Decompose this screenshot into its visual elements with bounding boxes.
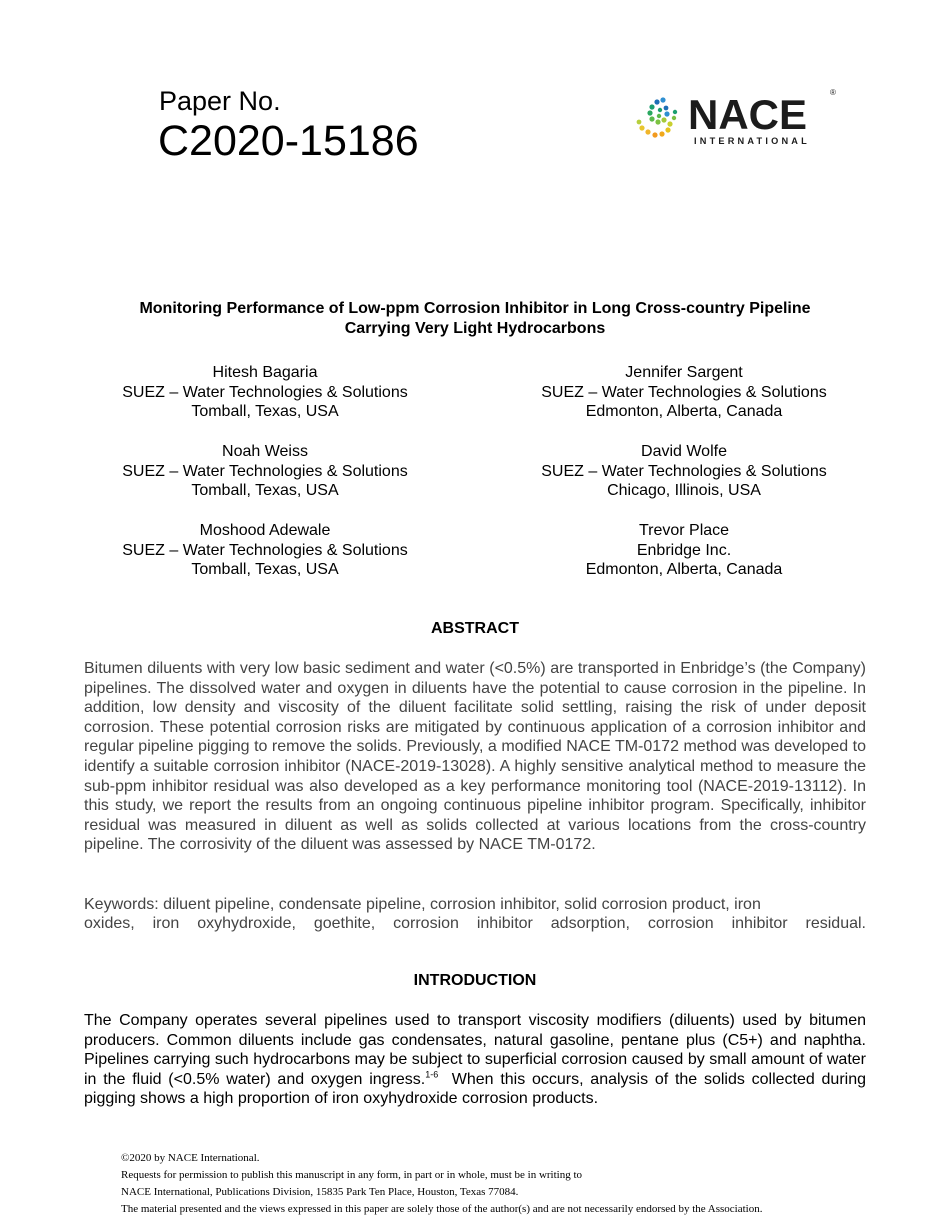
registered-mark: ® — [830, 88, 836, 97]
keyword-word: corrosion — [647, 915, 714, 932]
author-name: Noah Weiss — [222, 443, 308, 460]
author-name: Moshood Adewale — [199, 522, 331, 539]
author-name: David Wolfe — [641, 443, 727, 460]
footer-copyright: ©2020 by NACE International. — [121, 1152, 260, 1164]
abstract-text: Bitumen diluents with very low basic sediment and water (<0.5%) are transported in Enbridge’s (the Company) pipelines. The dissolved water and oxygen in diluents have the potential to cause corrosion in the pipeline. In addition, low density and viscosity of the diluent facilitate solid settling, raising the risk of under deposit corrosion. These potential corrosion risks are mitigated by continuous application of a corrosion inhibitor and regular pipeline pigging to remove the solids. Previously, a modified NACE TM-0172 method was developed to identify a suitable corrosion inhibitor (NACE-2019-13028). A highly sensitive analytical method to measure the sub-ppm inhibitor residual was also developed as a key performance monitoring tool (NACE-2019-13112). In this study, we report the results from an ongoing continuous pipeline inhibitor program. Specifically, inhibitor residual was measured in diluent as well as solids collected at various locations from the cross-country pipeline. The corrosivity of the diluent was assessed by NACE TM-0172. — [84, 660, 866, 854]
nace-logo-subtext: INTERNATIONAL — [694, 136, 810, 146]
introduction-text-part2: When this occurs, analysis of the solids collected during pigging shows a high proportion of iron oxyhydroxide corrosion products. — [84, 1070, 871, 1108]
author-organization: SUEZ – Water Technologies & Solutions — [541, 383, 827, 401]
author-name: Hitesh Bagaria — [212, 364, 318, 381]
copyright-footer — [121, 1150, 762, 1218]
nace-logo — [632, 86, 842, 150]
author-name: Jennifer Sargent — [625, 364, 743, 381]
author-organization: SUEZ – Water Technologies & Solutions — [122, 383, 408, 401]
keywords-line1: Keywords: diluent pipeline, condensate pipeline, corrosion inhibitor, solid corrosion product, iron — [84, 896, 761, 913]
author-block — [100, 442, 430, 501]
footer-address: NACE International, Publications Division, 15835 Park Ten Place, Houston, Texas 77084. — [121, 1186, 519, 1198]
keyword-word: inhibitor — [731, 915, 788, 932]
keyword-word: oxides, — [84, 915, 135, 932]
footer-disclaimer: The material presented and the views expressed in this paper are solely those of the author(s) and are not necessarily endorsed by the Association. — [121, 1203, 763, 1215]
paper-id: C2020-15186 — [158, 117, 419, 165]
author-block — [519, 363, 849, 422]
author-location: Edmonton, Alberta, Canada — [585, 561, 783, 579]
keyword-word: iron — [152, 915, 180, 932]
keyword-word: corrosion — [393, 915, 459, 932]
keyword-word: goethite, — [313, 915, 376, 932]
paper-number-label: Paper No. — [159, 86, 281, 116]
author-organization: Enbridge Inc. — [636, 541, 732, 559]
author-location: Tomball, Texas, USA — [191, 403, 339, 421]
author-block — [100, 521, 430, 580]
author-organization: SUEZ – Water Technologies & Solutions — [122, 462, 408, 480]
footer-permission: Requests for permission to publish this manuscript in any form, in part or in whole, must be in writing to — [121, 1169, 583, 1181]
abstract-heading: ABSTRACT — [431, 620, 519, 637]
author-block — [519, 521, 849, 580]
keyword-word: residual. — [805, 915, 866, 932]
keyword-word: inhibitor — [476, 915, 533, 932]
author-location: Chicago, Illinois, USA — [607, 482, 761, 500]
paper-title-line1: Monitoring Performance of Low-ppm Corrosion Inhibitor in Long Cross-country Pipeline — [139, 300, 811, 317]
author-location: Tomball, Texas, USA — [191, 561, 339, 579]
nace-swirl-icon — [637, 97, 678, 137]
author-location: Tomball, Texas, USA — [191, 482, 339, 500]
reference-superscript: 1-6 — [425, 1069, 439, 1080]
introduction-heading: INTRODUCTION — [413, 972, 537, 989]
paper-title-line2: Carrying Very Light Hydrocarbons — [344, 320, 606, 337]
keywords-line2 — [84, 914, 866, 934]
author-block — [519, 442, 849, 501]
keyword-word: oxyhydroxide, — [197, 915, 296, 932]
keyword-word: adsorption, — [550, 915, 630, 932]
introduction-text-part1: The Company operates several pipelines used to transport viscosity modifiers (diluents) used by bitumen producers. Common diluents include gas condensates, natural gasoline, pentane plus (C5+) and naphtha. Pipelines carrying such hydrocarbons may be subject to superficial corrosion caused by small amount of water in the fluid (<0.5% water) and oxygen ingress. — [84, 1012, 866, 1088]
introduction-text — [84, 1011, 871, 1109]
nace-logo-text: NACE — [688, 91, 808, 138]
author-organization: SUEZ – Water Technologies & Solutions — [122, 541, 408, 559]
author-name: Trevor Place — [638, 522, 730, 539]
author-organization: SUEZ – Water Technologies & Solutions — [541, 462, 827, 480]
paper-title — [90, 299, 860, 339]
author-location: Edmonton, Alberta, Canada — [585, 403, 783, 421]
author-block — [100, 363, 430, 422]
nace-logo-graphic — [632, 86, 842, 150]
